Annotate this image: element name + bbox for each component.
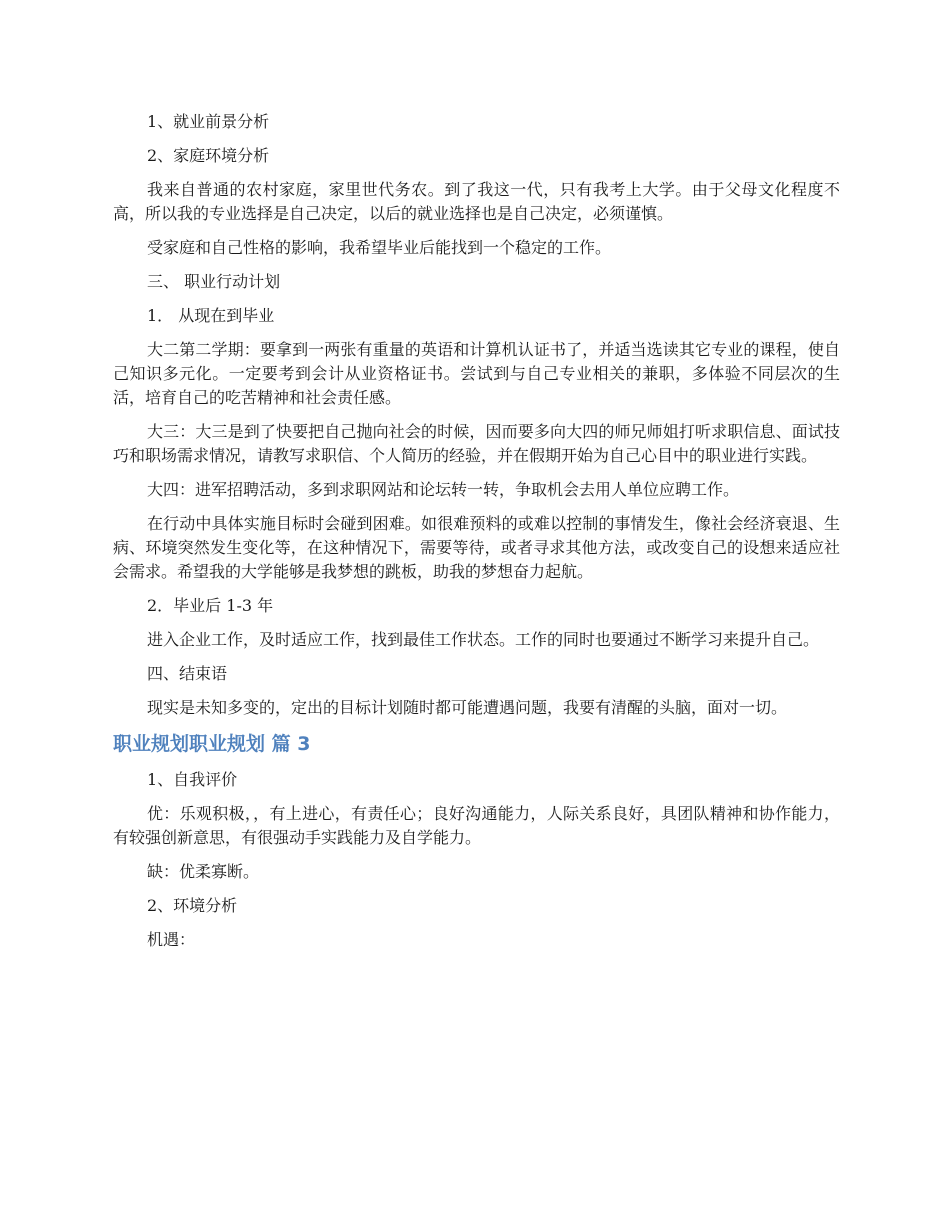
section-conclusion: 四、结束语 [147,664,228,683]
paragraph-sophomore: 大二第二学期：要拿到一两张有重量的英语和计算机认证书了，并适当选读其它专业的课程，使自己知识多元化。一定要考到会计从业资格证书。尝试到与自己专业相关的兼职，多体验不同层次的生活，培育自己的吃苦精神和社会责任感。 [113,340,840,407]
paragraph-weaknesses: 缺：优柔寡断。 [147,862,260,881]
item-employment-outlook: 1、就业前景分析 [147,112,270,131]
paragraph-strengths: 优：乐观积极，，有上进心，有责任心；良好沟通能力，人际关系良好，具团队精神和协作能力，有较强创新意思，有很强动手实践能力及自学能力。 [113,804,840,847]
paragraph-stable-job: 受家庭和自己性格的影响，我希望毕业后能找到一个稳定的工作。 [147,238,612,257]
paragraph-family-background: 我来自普通的农村家庭，家里世代务农。到了我这一代，只有我考上大学。由于父母文化程度不高，所以我的专业选择是自己决定，以后的就业选择也是自己决定，必须谨慎。 [113,180,840,223]
subsection-after-graduation: 2．毕业后 1-3 年 [147,596,274,615]
item-self-evaluation: 1、自我评价 [147,770,238,789]
paragraph-junior: 大三：大三是到了快要把自己抛向社会的时候，因而要多向大四的师兄师姐打听求职信息、面试技巧和职场需求情况，请教写求职信、个人简历的经验，并在假期开始为自己心目中的职业进行实践。 [113,422,840,465]
subsection-until-graduation: 1． 从现在到毕业 [147,306,275,325]
paragraph-enter-company: 进入企业工作，及时适应工作，找到最佳工作状态。工作的同时也要通过不断学习来提升自己。 [147,630,820,649]
paragraph-opportunities: 机遇： [147,930,196,949]
article-heading: 职业规划职业规划 篇 3 [113,733,311,755]
section-action-plan: 三、 职业行动计划 [147,272,281,291]
item-family-environment: 2、家庭环境分析 [147,146,270,165]
paragraph-difficulties: 在行动中具体实施目标时会碰到困难。如很难预料的或难以控制的事情发生，像社会经济衰退、生病、环境突然发生变化等，在这种情况下，需要等待，或者寻求其他方法，或改变自己的设想来适应社会需求。希望我的大学能够是我梦想的跳板，助我的梦想奋力起航。 [113,514,840,581]
paragraph-senior: 大四：进军招聘活动，多到求职网站和论坛转一转，争取机会去用人单位应聘工作。 [147,480,740,499]
document-page [113,110,840,962]
paragraph-conclusion: 现实是未知多变的，定出的目标计划随时都可能遭遇问题，我要有清醒的头脑，面对一切。 [147,698,788,717]
item-environment-analysis: 2、环境分析 [147,896,238,915]
